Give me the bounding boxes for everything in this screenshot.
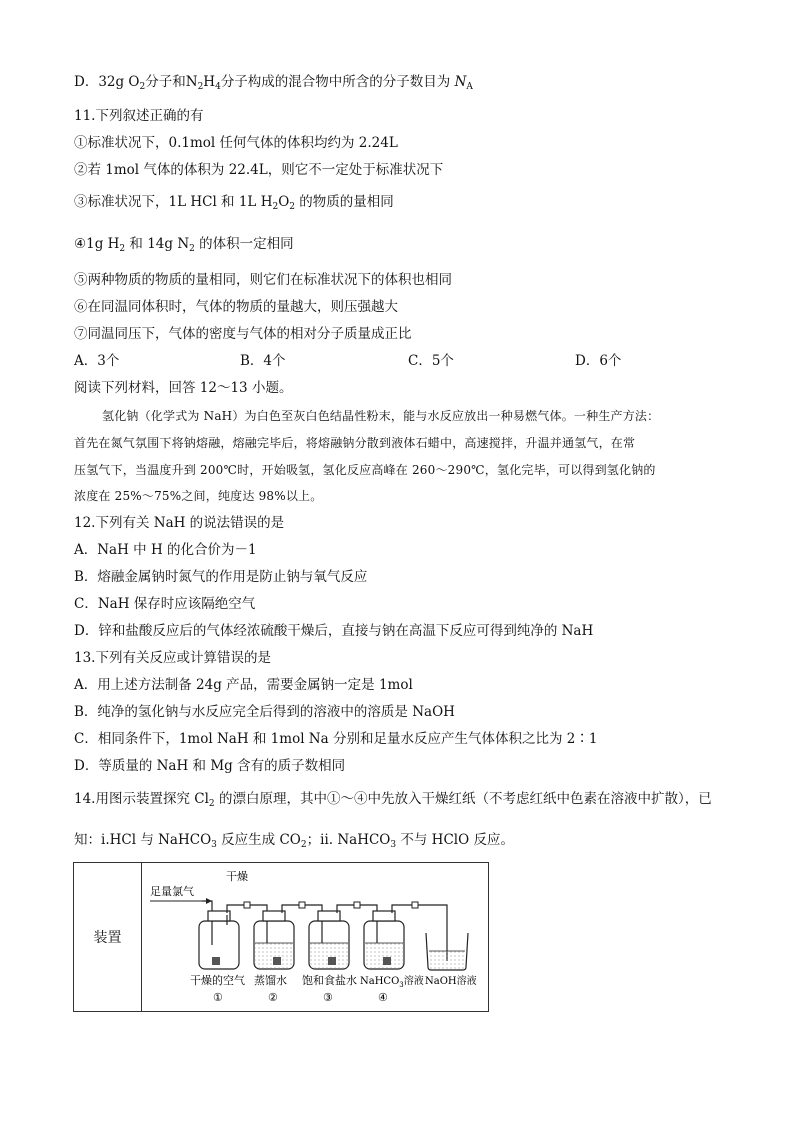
- bottle-3-number: ③: [323, 991, 333, 1004]
- apparatus-figure-cell: [142, 863, 489, 1012]
- q11-option-d: D．6个: [575, 353, 622, 369]
- rubber-joint-3: [354, 902, 360, 908]
- connector-tube-3: [337, 905, 377, 943]
- bottle-2-content-label: 蒸馏水: [254, 974, 287, 987]
- q13-option-c: C．相同条件下，1mol NaH 和 1mol Na 分别和足量水反应产生气体体积之比为 2∶1: [74, 731, 598, 747]
- reading-paragraph-line-4: 浓度在 25%～75%之间，纯度达 98%以上。: [74, 489, 323, 503]
- bottle-3-content-label: 饱和食盐水: [302, 974, 357, 987]
- q13-option-a: A．用上述方法制备 24g 产品，需要金属钠一定是 1mol: [74, 677, 413, 693]
- q11-statement-1: ①标准状况下，0.1mol 任何气体的体积均约为 2.24L: [74, 135, 398, 151]
- q13-stem: 13.下列有关反应或计算错误的是: [74, 650, 271, 666]
- apparatus-table: [73, 862, 489, 1012]
- rubber-joint-2: [299, 902, 305, 908]
- q12-stem: 12.下列有关 NaH 的说法错误的是: [74, 515, 285, 531]
- q14-stem-line-1: 14.用图示装置探究 $Cl_2$ 的漂白原理，其中①～④中先放入干燥红纸（不考虑红纸中色素在溶液中扩散），已: [74, 791, 712, 809]
- q11-option-a: A．3个: [74, 353, 120, 369]
- q11-statement-5: ⑤两种物质的物质的量相同，则它们在标准状况下的体积也相同: [74, 272, 452, 288]
- q11-statement-3: ③标准状况下，1L HCl 和 1L $H_2O_2$ 的物质的量相同: [74, 194, 394, 212]
- bottle-1-content-label: 干燥的空气: [190, 974, 245, 987]
- inlet-tube: [202, 901, 212, 945]
- q11-option-b: B．4个: [240, 353, 286, 369]
- bottle-1: [199, 911, 239, 969]
- q11-stem: 11.下列叙述正确的有: [74, 108, 204, 124]
- apparatus-diagram: [142, 863, 488, 1007]
- red-paper-3: [328, 957, 336, 965]
- bottle-4-number: ④: [378, 991, 388, 1004]
- reading-paragraph-line-2: 首先在氮气氛围下将钠熔融，熔融完毕后，将熔融钠分散到液体石蜡中，高速搅拌，升温并通氢气，在常: [74, 436, 636, 450]
- inlet-label-line-1: 干燥: [226, 870, 248, 883]
- bottle-4: [364, 911, 404, 969]
- red-paper-1: [212, 957, 220, 965]
- q11-statement-4: ④1g $H_2$ 和 14g $N_2$ 的体积一定相同: [74, 236, 294, 254]
- q11-option-c: C．5个: [408, 353, 454, 369]
- rubber-joint-1: [244, 902, 250, 908]
- q14-stem-line-2: 知：ⅰ.HCl 与 NaHCO$_3$ 反应生成 $CO_2$；ⅱ. NaHCO$_3$ 不与 HClO 反应。: [74, 832, 514, 850]
- reading-paragraph-line-3: 压氢气下，当温度升到 200℃时，开始吸氢，氢化反应高峰在 260～290℃，氢化完毕，可以得到氢化钠的: [74, 463, 656, 477]
- connector-tube-1: [227, 905, 267, 943]
- q12-option-b: B．熔融金属钠时氮气的作用是防止钠与氧气反应: [74, 569, 368, 585]
- reading-paragraph-line-1: 氢化钠（化学式为 NaH）为白色至灰白色结晶性粉末，能与水反应放出一种易燃气体。一种生产方法：: [102, 409, 660, 423]
- q12-option-a: A．NaH 中 H 的化合价为－1: [74, 542, 257, 558]
- rubber-joint-4: [412, 902, 418, 908]
- reading-intro: 阅读下列材料，回答 12～13 小题。: [74, 380, 293, 396]
- bottle-3: [309, 911, 349, 969]
- q12-option-d: D．锌和盐酸反应后的气体经浓硫酸干燥后，直接与钠在高温下反应可得到纯净的 NaH: [74, 623, 594, 639]
- apparatus-row-label: 装置: [74, 863, 142, 1012]
- inlet-label-line-2: 足量氯气: [150, 885, 194, 898]
- q11-statement-6: ⑥在同温同体积时，气体的物质的量越大，则压强越大: [74, 299, 398, 315]
- bottle-1-number: ①: [213, 991, 223, 1004]
- red-paper-4: [383, 957, 391, 965]
- bottle-2-number: ②: [268, 991, 278, 1004]
- q10-option-d: D．32g $O_2$分子和$N_2H_4$分子构成的混合物中所含的分子数目为 $N_A$: [74, 74, 473, 92]
- q11-statement-7: ⑦同温同压下，气体的密度与气体的相对分子质量成正比: [74, 326, 412, 342]
- red-paper-2: [273, 957, 281, 965]
- bottle-4-content-label: NaHCO$_3$溶液: [360, 976, 424, 989]
- connector-tube-2: [282, 905, 322, 943]
- beaker-content-label: NaOH溶液: [425, 976, 477, 987]
- q11-statement-2: ②若 1mol 气体的体积为 22.4L，则它不一定处于标准状况下: [74, 162, 444, 178]
- q13-option-b: B．纯净的氢化钠与水反应完全后得到的溶液中的溶质是 NaOH: [74, 704, 455, 720]
- bottle-2: [254, 911, 294, 969]
- q13-option-d: D．等质量的 NaH 和 Mg 含有的质子数相同: [74, 758, 346, 774]
- q12-option-c: C．NaH 保存时应该隔绝空气: [74, 596, 256, 612]
